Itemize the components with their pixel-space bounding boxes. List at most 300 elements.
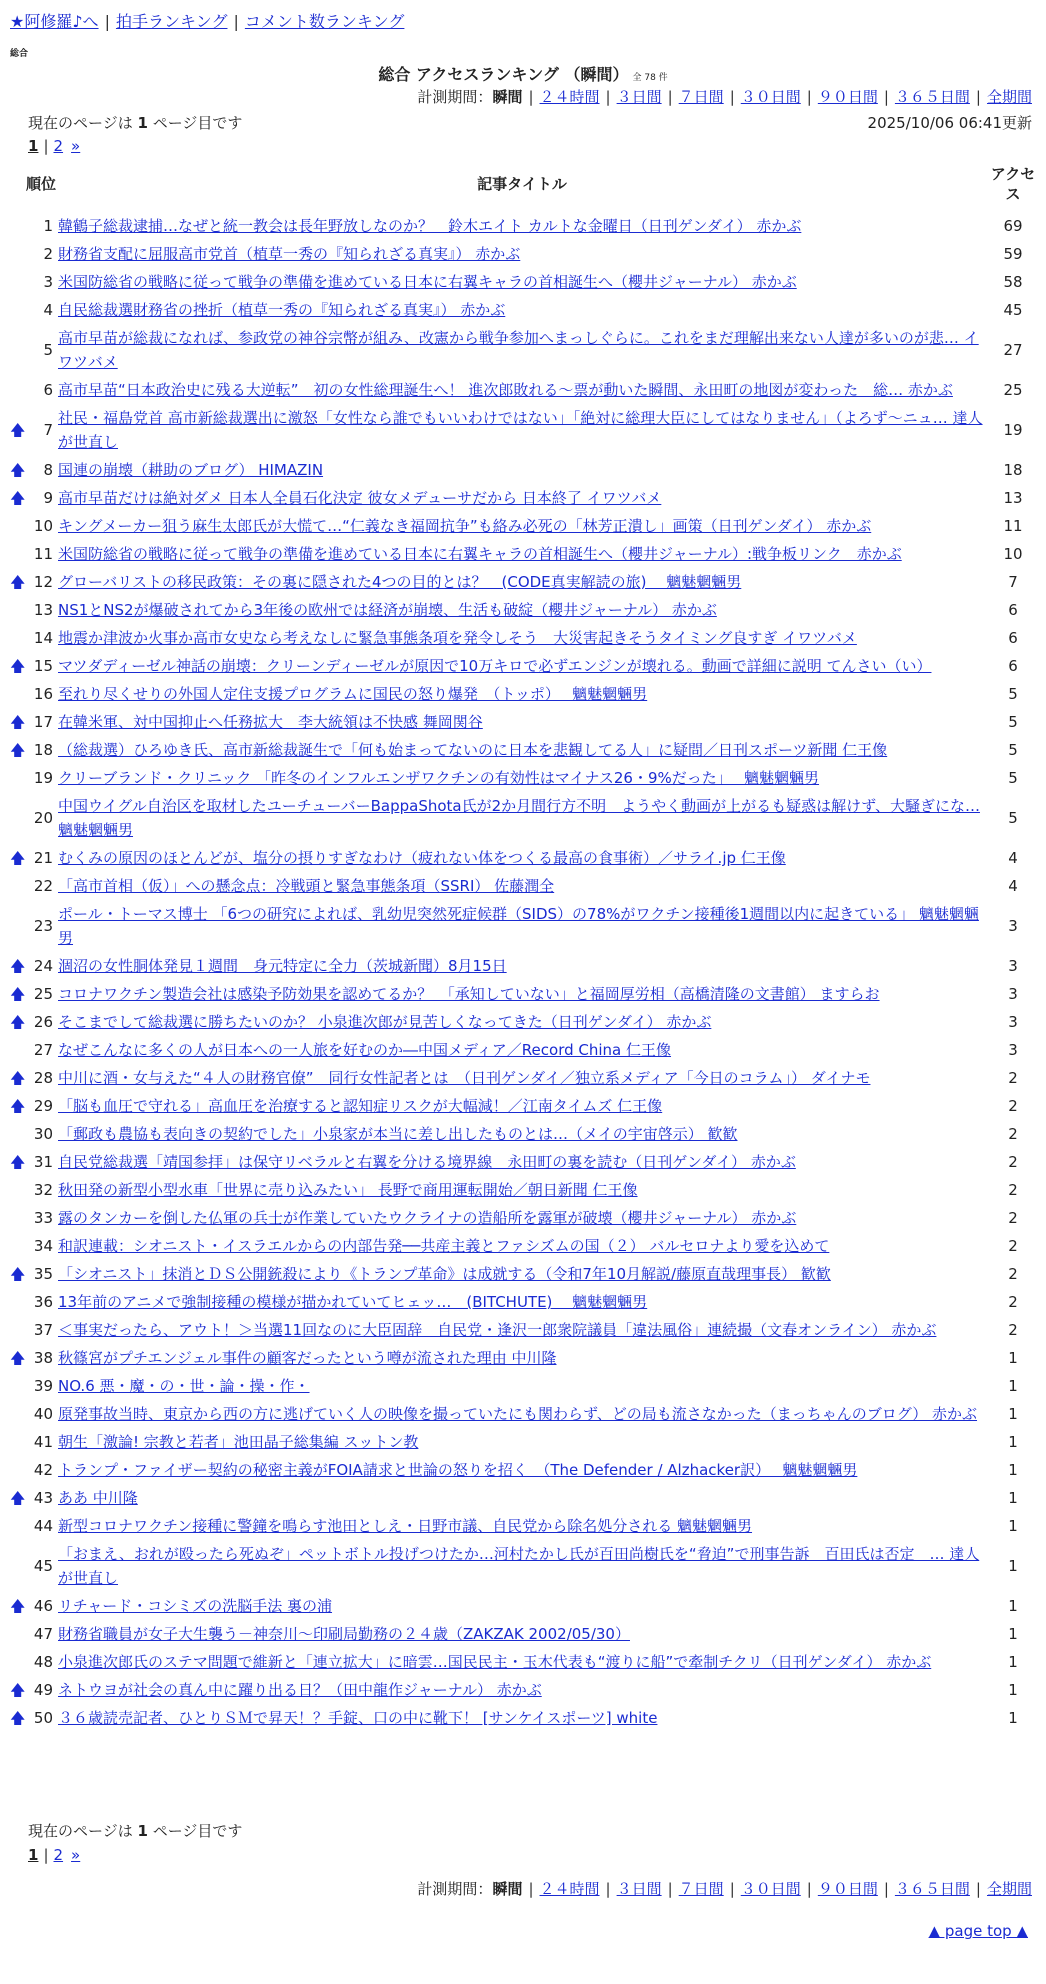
period-label: 計測期間： (417, 88, 493, 106)
rank-number: 38 (33, 1349, 53, 1367)
rank-number: 16 (33, 685, 53, 703)
article-title-link[interactable]: 高市早苗“日本政治史に残る大逆転” 初の女性総理誕生へ！ 進次郎敗れる～票が動いた瞬間、永田町の地図が変わった 総… 赤かぶ (58, 381, 953, 399)
pager-next[interactable]: » (71, 1846, 81, 1864)
ranking-row (10, 736, 1038, 764)
period-separator: | (605, 1880, 611, 1898)
ranking-row (10, 296, 1038, 324)
ranking-row (10, 708, 1038, 736)
article-title-cell (56, 404, 988, 456)
ranking-row (10, 540, 1038, 568)
top-navigation (10, 10, 404, 34)
period-current: 瞬間 (492, 88, 523, 106)
article-title-link[interactable]: ネトウヨが社会の真ん中に躍り出る日？（田中龍作ジャーナル） 赤かぶ (58, 1681, 542, 1699)
access-count: 3 (1008, 957, 1018, 975)
rank-up-arrow-icon[interactable]: 🡅 (10, 1597, 26, 1615)
ranking-row (10, 844, 1038, 872)
article-title-cell (56, 1232, 988, 1260)
trend-cell (10, 324, 26, 376)
ranking-row (10, 484, 1038, 512)
article-title-cell (56, 680, 988, 708)
article-title-link[interactable]: NO.6 悪・魔・の・世・論・操・作・ (58, 1377, 310, 1395)
article-title-link[interactable]: リチャード・コシミズの洗脳手法 裏の浦 (58, 1597, 333, 1615)
ranking-row (10, 900, 1038, 952)
rank-number: 41 (33, 1433, 53, 1451)
rank-number: 31 (33, 1153, 53, 1171)
rank-number: 37 (33, 1321, 53, 1339)
article-title-cell (56, 596, 988, 624)
trend-cell (10, 1648, 26, 1676)
access-count: 1 (1008, 1405, 1018, 1423)
trend-cell (10, 512, 26, 540)
period-separator: | (667, 1880, 673, 1898)
period-link-3d[interactable]: ３日間 (616, 88, 662, 106)
article-title-link[interactable]: コロナワクチン製造会社は感染予防効果を認めてるか？ 「承知していない」と福岡厚労相（高橋清隆の文書館） ますらお (58, 985, 880, 1003)
ranking-row (10, 376, 1038, 404)
period-separator: | (528, 88, 534, 106)
access-count: 2 (1008, 1153, 1018, 1171)
article-title-link[interactable]: ＜事実だったら、アウト！＞当選11回なのに大臣固辞 自民党・逢沢一郎衆院議員「違法風俗」連続撮（文春オンライン） 赤かぶ (58, 1321, 937, 1339)
rank-up-arrow-icon[interactable]: 🡅 (10, 713, 26, 731)
trend-cell (10, 1484, 26, 1512)
rank-number: 3 (43, 273, 53, 291)
article-title-cell (56, 1064, 988, 1092)
article-title-cell (56, 1008, 988, 1036)
ranking-row (10, 1512, 1038, 1540)
article-title-link[interactable]: 13年前のアニメで強制接種の模様が描かれていてヒェッ… (BITCHUTE) 魑魅魍魎男 (58, 1293, 648, 1311)
clap-ranking-link[interactable]: 拍手ランキング (115, 12, 228, 31)
article-title-cell (56, 736, 988, 764)
rank-up-arrow-icon[interactable]: 🡅 (10, 849, 26, 867)
trend-cell (10, 980, 26, 1008)
trend-cell (10, 652, 26, 680)
article-title-cell (56, 1288, 988, 1316)
trend-cell (10, 1512, 26, 1540)
home-link[interactable]: ★阿修羅♪へ (10, 12, 99, 31)
trend-cell (10, 1232, 26, 1260)
period-separator: | (806, 1880, 812, 1898)
rank-number: 27 (33, 1041, 53, 1059)
article-title-link[interactable]: 涸沼の女性胴体発見１週間 身元特定に全力（茨城新聞）8月15日 (58, 957, 507, 975)
rank-number: 46 (33, 1597, 53, 1615)
article-title-link[interactable]: ああ 中川隆 (58, 1489, 138, 1507)
ranking-row (10, 1648, 1038, 1676)
period-separator: | (975, 1880, 981, 1898)
ranking-row (10, 568, 1038, 596)
ranking-row (10, 1176, 1038, 1204)
access-count: 2 (1008, 1069, 1018, 1087)
rank-number: 21 (33, 849, 53, 867)
rank-up-arrow-icon[interactable]: 🡅 (10, 461, 26, 479)
ranking-row (10, 1092, 1038, 1120)
category-label: 総合 (10, 49, 29, 59)
access-count: 1 (1008, 1489, 1018, 1507)
article-title-cell (56, 1316, 988, 1344)
trend-cell (10, 1064, 26, 1092)
article-title-cell (56, 624, 988, 652)
rank-up-arrow-icon[interactable]: 🡅 (10, 957, 26, 975)
ranking-row (10, 404, 1038, 456)
trend-cell (10, 1148, 26, 1176)
rank-number: 39 (33, 1377, 53, 1395)
rank-number: 32 (33, 1181, 53, 1199)
article-title-cell (56, 844, 988, 872)
period-link-365d[interactable]: ３６５日間 (894, 88, 970, 106)
period-separator: | (605, 88, 611, 106)
article-title-link[interactable]: 社民・福島党首 高市新総裁選出に激怒「女性なら誰でもいいわけではない」「絶対に総理大臣にしてはなりません」（よろず～ニュ… 達人が世直し (58, 409, 983, 451)
rank-up-arrow-icon[interactable]: 🡅 (10, 1097, 26, 1115)
trend-cell (10, 680, 26, 708)
trend-cell (10, 844, 26, 872)
period-link-90d[interactable]: ９０日間 (817, 1880, 878, 1898)
trend-cell (10, 1092, 26, 1120)
article-title-cell (56, 324, 988, 376)
ranking-row (10, 596, 1038, 624)
trend-cell (10, 240, 26, 268)
title-header: 記事タイトル (477, 175, 567, 193)
pager-separator: | (43, 137, 49, 155)
access-count: 1 (1008, 1709, 1018, 1727)
article-title-cell (56, 376, 988, 404)
article-title-cell (56, 1372, 988, 1400)
rank-number: 17 (33, 713, 53, 731)
rank-number: 48 (33, 1653, 53, 1671)
article-title-link[interactable]: （総裁選）ひろゆき氏、高市新総裁誕生で「何も始まってないのに日本を悲観してる人」に疑問／日刊スポーツ新聞 仁王像 (58, 741, 888, 759)
trend-cell (10, 1540, 26, 1592)
article-title-link[interactable]: 和訳連載：シオニスト・イスラエルからの内部告発──共産主義とファシズムの国（２） バルセロナより愛を込めて (58, 1237, 830, 1255)
access-count: 1 (1008, 1433, 1018, 1451)
page-info-number: 1 (137, 1822, 148, 1840)
trend-cell (10, 404, 26, 456)
trend-cell (10, 376, 26, 404)
article-title-cell (56, 1456, 988, 1484)
trend-cell (10, 1592, 26, 1620)
article-title-link[interactable]: 原発事故当時、東京から西の方に逃げていく人の映像を撮っていたにも関わらず、どの局も流さなかった（まっちゃんのブログ） 赤かぶ (58, 1405, 978, 1423)
trend-cell (10, 1036, 26, 1064)
access-count: 3 (1008, 985, 1018, 1003)
ranking-row (10, 680, 1038, 708)
page-info-suffix: ページ目です (152, 1822, 243, 1840)
ranking-row (10, 952, 1038, 980)
article-title-link[interactable]: グローバリストの移民政策：その裏に隠された4つの目的とは？ (CODE真実解読の旅) 魑魅魍魎男 (58, 573, 742, 591)
access-count: 5 (1008, 741, 1018, 759)
article-title-cell (56, 268, 988, 296)
access-count: 3 (1008, 917, 1018, 935)
article-title-cell (56, 764, 988, 792)
period-separator: | (975, 88, 981, 106)
trend-cell (10, 484, 26, 512)
rank-up-arrow-icon[interactable]: 🡅 (10, 489, 26, 507)
arrow-header (10, 160, 26, 212)
ranking-row (10, 240, 1038, 268)
article-title-cell (56, 1120, 988, 1148)
article-title-cell (56, 1484, 988, 1512)
ranking-row (10, 1456, 1038, 1484)
trend-cell (10, 456, 26, 484)
rank-up-arrow-icon[interactable]: 🡅 (10, 421, 26, 439)
article-title-link[interactable]: 高市早苗だけは絶対ダメ 日本人全員石化決定 彼女メデューサだから 日本終了 イワツバメ (58, 489, 662, 507)
access-count: 2 (1008, 1125, 1018, 1143)
rank-number: 6 (43, 381, 53, 399)
access-count: 10 (1003, 545, 1023, 563)
rank-up-arrow-icon[interactable]: 🡅 (10, 1265, 26, 1283)
access-count: 5 (1008, 685, 1018, 703)
access-count: 1 (1008, 1597, 1018, 1615)
access-count: 19 (1003, 421, 1023, 439)
article-title-cell (56, 1592, 988, 1620)
article-title-link[interactable]: 高市早苗が総裁になれば、参政党の神谷宗幣が組み、改憲から戦争参加へまっしぐらに。これをまだ理解出来ない人達が多いのが悲… イワツバメ (58, 329, 979, 371)
rank-up-arrow-icon[interactable]: 🡅 (10, 573, 26, 591)
article-title-link[interactable]: NS1とNS2が爆破されてから3年後の欧州では経済が崩壊、生活も破綻（櫻井ジャーナル） 赤かぶ (58, 601, 717, 619)
access-count: 6 (1008, 629, 1018, 647)
access-count: 2 (1008, 1181, 1018, 1199)
trend-cell (10, 540, 26, 568)
article-title-link[interactable]: 財務省職員が女子大生襲う－神奈川～印刷局勤務の２４歳（ZAKZAK 2002/05/30） (58, 1625, 630, 1643)
article-title-link[interactable]: 中川に酒・女与えた“４人の財務官僚” 同行女性記者とは （日刊ゲンダイ／独立系メディア「今日のコラム」） ダイナモ (58, 1069, 871, 1087)
period-separator: | (729, 88, 735, 106)
article-title-link[interactable]: ３６歳読売記者、ひとりＳＭで昇天！？手錠、口の中に靴下！ [サンケイスポーツ] white (58, 1709, 658, 1727)
article-title-link[interactable]: 自民総裁選財務省の挫折（植草一秀の『知られざる真実』） 赤かぶ (58, 301, 506, 319)
period-link-7d[interactable]: ７日間 (678, 1880, 724, 1898)
article-title-link[interactable]: 「郵政も農協も表向きの契約でした」小泉家が本当に差し出したものとは…（メイの宇宙啓示） 歓歓 (58, 1125, 738, 1143)
period-link-7d[interactable]: ７日間 (678, 88, 724, 106)
article-title-link[interactable]: 韓鶴子総裁逮捕…なぜと統一教会は長年野放しなのか？ 鈴木エイト カルトな金曜日（日刊ゲンダイ） 赤かぶ (58, 217, 802, 235)
article-title-link[interactable]: 地震か津波か火事か高市女史なら考えなしに緊急事態条項を発令しそう 大災害起きそうタイミング良すぎ イワツバメ (58, 629, 857, 647)
article-title-link[interactable]: クリーブランド・クリニック 「昨冬のインフルエンザワクチンの有効性はマイナス26・9%だった」 魑魅魍魎男 (58, 769, 820, 787)
ranking-row (10, 268, 1038, 296)
nav-separator: | (233, 12, 239, 31)
article-title-link[interactable]: 米国防総省の戦略に従って戦争の準備を進めている日本に右翼キャラの首相誕生へ（櫻井ジャーナル）:戦争板リンク 赤かぶ (58, 545, 902, 563)
article-title-link[interactable]: 秋田発の新型小型水車「世界に売り込みたい」 長野で商用運転開始／朝日新聞 仁王像 (58, 1181, 638, 1199)
article-title-cell (56, 1428, 988, 1456)
comment-ranking-link[interactable]: コメント数ランキング (244, 12, 405, 31)
ranking-row (10, 512, 1038, 540)
period-link-all[interactable]: 全期間 (986, 1880, 1032, 1898)
trend-cell (10, 568, 26, 596)
ranking-row (10, 1484, 1038, 1512)
article-title-cell (56, 952, 988, 980)
ranking-row (10, 624, 1038, 652)
article-title-link[interactable]: 自民党総裁選「靖国参拝」は保守リベラルと右翼を分ける境界線 永田町の裏を読む（日刊ゲンダイ） 赤かぶ (58, 1153, 796, 1171)
rank-number: 50 (33, 1709, 53, 1727)
period-separator: | (883, 88, 889, 106)
period-link-all[interactable]: 全期間 (986, 88, 1032, 106)
period-link-24h[interactable]: ２４時間 (539, 1880, 600, 1898)
trend-cell (10, 212, 26, 240)
rank-number: 14 (33, 629, 53, 647)
pager-current: 1 (28, 1846, 39, 1864)
access-count: 27 (1003, 341, 1023, 359)
ranking-row (10, 764, 1038, 792)
period-selector-bottom (417, 1878, 1032, 1900)
access-count: 1 (1008, 1681, 1018, 1699)
article-title-cell (56, 1648, 988, 1676)
access-count: 1 (1008, 1653, 1018, 1671)
rank-number: 36 (33, 1293, 53, 1311)
rank-number: 2 (43, 245, 53, 263)
article-title-cell (56, 792, 988, 844)
period-current: 瞬間 (492, 1880, 523, 1898)
article-title-link[interactable]: 露のタンカーを倒した仏軍の兵士が作業していたウクライナの造船所を露軍が破壊（櫻井ジャーナル） 赤かぶ (58, 1209, 797, 1227)
ranking-row (10, 872, 1038, 900)
ranking-row (10, 1704, 1038, 1732)
pager-bottom (28, 1844, 80, 1866)
rank-up-arrow-icon[interactable]: 🡅 (10, 1153, 26, 1171)
article-title-cell (56, 1148, 988, 1176)
rank-up-arrow-icon[interactable]: 🡅 (10, 1681, 26, 1699)
ranking-row (10, 1148, 1038, 1176)
article-title-link[interactable]: 「脳も血圧で守れる」高血圧を治療すると認知症リスクが大幅減！／江南タイムズ 仁王像 (58, 1097, 663, 1115)
access-count: 1 (1008, 1377, 1018, 1395)
access-count: 2 (1008, 1237, 1018, 1255)
ranking-table (10, 160, 1038, 1732)
rank-number: 20 (33, 809, 53, 827)
access-count: 18 (1003, 461, 1023, 479)
rank-number: 22 (33, 877, 53, 895)
ranking-header-row (10, 160, 1038, 212)
article-title-link[interactable]: なぜこんなに多くの人が日本への一人旅を好むのか―中国メディア／Record China 仁王像 (58, 1041, 672, 1059)
page-info-prefix: 現在のページは (28, 1822, 133, 1840)
access-count: 5 (1008, 713, 1018, 731)
period-separator: | (667, 88, 673, 106)
pager-current: 1 (28, 137, 39, 155)
pager-separator: | (43, 1846, 49, 1864)
rank-number: 34 (33, 1237, 53, 1255)
trend-cell (10, 1204, 26, 1232)
period-link-30d[interactable]: ３０日間 (740, 1880, 801, 1898)
article-title-link[interactable]: マツダディーゼル神話の崩壊：クリーンディーゼルが原因で10万キロで必ずエンジンが壊れる。動画で詳細に説明 てんさい（い） (58, 657, 932, 675)
period-separator: | (806, 88, 812, 106)
article-title-link[interactable]: そこまでして総裁選に勝ちたいのか？ 小泉進次郎が見苦しくなってきた（日刊ゲンダイ） 赤かぶ (58, 1013, 712, 1031)
article-title-link[interactable]: キングメーカー狙う麻生太郎氏が大慌て…“仁義なき福岡抗争”も絡み必死の「林芳正潰し」画策（日刊ゲンダイ） 赤かぶ (58, 517, 872, 535)
article-title-link[interactable]: 「シオニスト」抹消とＤＳ公開銃殺により《トランプ革命》は成就する（令和7年10月解説/藤原直哉理事長） 歓歓 (58, 1265, 831, 1283)
access-count: 3 (1008, 1041, 1018, 1059)
page-info-prefix: 現在のページは (28, 114, 133, 132)
article-title-link[interactable]: 新型コロナワクチン接種に警鐘を鳴らす池田としえ・日野市議、自民党から除名処分される 魑魅魍魎男 (58, 1517, 753, 1535)
trend-cell (10, 1260, 26, 1288)
rank-up-arrow-icon[interactable]: 🡅 (10, 1489, 26, 1507)
rank-up-arrow-icon[interactable]: 🡅 (10, 1013, 26, 1031)
article-title-link[interactable]: 米国防総省の戦略に従って戦争の準備を進めている日本に右翼キャラの首相誕生へ（櫻井ジャーナル） 赤かぶ (58, 273, 797, 291)
rank-up-arrow-icon[interactable]: 🡅 (10, 1349, 26, 1367)
article-title-cell (56, 296, 988, 324)
page-top-link[interactable]: ▲ page top ▲ (928, 1922, 1028, 1940)
access-count: 58 (1003, 273, 1023, 291)
rank-number: 26 (33, 1013, 53, 1031)
rank-number: 44 (33, 1517, 53, 1535)
article-title-link[interactable]: 財務省支配に屈服高市党首（植草一秀の『知られざる真実』） 赤かぶ (58, 245, 521, 263)
updated-timestamp: 2025/10/06 06:41更新 (867, 114, 1032, 132)
page-info-top (28, 112, 242, 134)
period-link-30d[interactable]: ３０日間 (740, 88, 801, 106)
access-count: 5 (1008, 809, 1018, 827)
trend-cell (10, 1428, 26, 1456)
access-count: 4 (1008, 877, 1018, 895)
rank-number: 24 (33, 957, 53, 975)
article-title-link[interactable]: むくみの原因のほとんどが、塩分の摂りすぎなわけ（疲れない体をつくる最高の食事術）／サライ.jp 仁王像 (58, 849, 786, 867)
article-title-cell (56, 900, 988, 952)
article-title-cell (56, 568, 988, 596)
pager-next[interactable]: » (71, 137, 81, 155)
article-title-link[interactable]: 在韓米軍、対中国抑止へ任務拡大 李大統領は不快感 舞岡関谷 (58, 713, 483, 731)
trend-cell (10, 872, 26, 900)
rank-number: 30 (33, 1125, 53, 1143)
article-title-link[interactable]: 至れり尽くせりの外国人定住支援プログラムに国民の怒り爆発 （トッポ） 魑魅魍魎男 (58, 685, 648, 703)
period-link-3d[interactable]: ３日間 (616, 1880, 662, 1898)
article-title-cell (56, 1260, 988, 1288)
ranking-row (10, 456, 1038, 484)
period-link-90d[interactable]: ９０日間 (817, 88, 878, 106)
article-title-link[interactable]: ポール・トーマス博士 「6つの研究によれば、乳幼児突然死症候群（SIDS）の78%がワクチン接種後1週間以内に起きている」 魑魅魍魎男 (58, 905, 979, 947)
pager-page-2[interactable]: 2 (53, 137, 64, 155)
period-link-365d[interactable]: ３６５日間 (894, 1880, 970, 1898)
access-count: 11 (1003, 517, 1023, 535)
article-title-cell (56, 1092, 988, 1120)
rank-number: 45 (33, 1557, 53, 1575)
trend-cell (10, 1676, 26, 1704)
ranking-row (10, 1232, 1038, 1260)
access-count: 3 (1008, 1013, 1018, 1031)
trend-cell (10, 1456, 26, 1484)
ranking-row (10, 1204, 1038, 1232)
trend-cell (10, 1008, 26, 1036)
trend-cell (10, 1288, 26, 1316)
article-title-link[interactable]: 中国ウイグル自治区を取材したユーチューバーBappaShota氏が2か月間行方不明 ようやく動画が上がるも疑惑は解けず、大騒ぎにな… 魑魅魍魎男 (58, 797, 980, 839)
trend-cell (10, 596, 26, 624)
article-title-cell (56, 1540, 988, 1592)
trend-cell (10, 1120, 26, 1148)
article-title-cell (56, 1036, 988, 1064)
ranking-row (10, 1288, 1038, 1316)
article-title-link[interactable]: 国連の崩壊（耕助のブログ） HIMAZIN (58, 461, 324, 479)
rank-up-arrow-icon[interactable]: 🡅 (10, 1709, 26, 1727)
ranking-row (10, 1120, 1038, 1148)
rank-number: 19 (33, 769, 53, 787)
access-count: 2 (1008, 1265, 1018, 1283)
access-count: 2 (1008, 1293, 1018, 1311)
article-title-link[interactable]: 朝生「激論! 宗教と若者」池田晶子総集編 スットン教 (58, 1433, 419, 1451)
period-selector-top (417, 86, 1032, 108)
ranking-row (10, 1428, 1038, 1456)
access-count: 6 (1008, 601, 1018, 619)
ranking-row (10, 324, 1038, 376)
article-title-cell (56, 1512, 988, 1540)
access-count: 69 (1003, 217, 1023, 235)
trend-cell (10, 1704, 26, 1732)
access-count: 45 (1003, 301, 1023, 319)
article-title-cell (56, 456, 988, 484)
article-title-link[interactable]: トランプ・ファイザー契約の秘密主義がFOIA請求と世論の怒りを招く （The Defender / Alzhacker訳） 魑魅魍魎男 (58, 1461, 858, 1479)
rank-up-arrow-icon[interactable]: 🡅 (10, 985, 26, 1003)
rank-up-arrow-icon[interactable]: 🡅 (10, 657, 26, 675)
rank-number: 15 (33, 657, 53, 675)
pager-page-2[interactable]: 2 (53, 1846, 64, 1864)
ranking-row (10, 1008, 1038, 1036)
ranking-row (10, 652, 1038, 680)
article-title-link[interactable]: 「高市首相（仮）」への懸念点：冷戦頭と緊急事態条項（SSRI） 佐藤潤全 (58, 877, 555, 895)
rank-number: 33 (33, 1209, 53, 1227)
article-title-link[interactable]: 「おまえ、おれが殴ったら死ぬぞ」ペットボトル投げつけたか…河村たかし氏が百田尚樹氏を“脅迫”で刑事告訴 百田氏は否定 … 達人が世直し (58, 1545, 980, 1587)
rank-number: 4 (43, 301, 53, 319)
article-title-link[interactable]: 秋篠宮がプチエンジェル事件の顧客だったという噂が流された理由 中川隆 (58, 1349, 557, 1367)
rank-up-arrow-icon[interactable]: 🡅 (10, 1069, 26, 1087)
access-count: 2 (1008, 1321, 1018, 1339)
period-link-24h[interactable]: ２４時間 (539, 88, 600, 106)
rank-header: 順位 (26, 175, 57, 193)
rank-number: 7 (43, 421, 53, 439)
trend-cell (10, 1400, 26, 1428)
rank-up-arrow-icon[interactable]: 🡅 (10, 741, 26, 759)
article-title-link[interactable]: 小泉進次郎氏のステマ問題で維新と「連立拡大」に暗雲…国民民主・玉木代表も“渡りに船”で牽制チクリ（日刊ゲンダイ） 赤かぶ (58, 1653, 932, 1671)
